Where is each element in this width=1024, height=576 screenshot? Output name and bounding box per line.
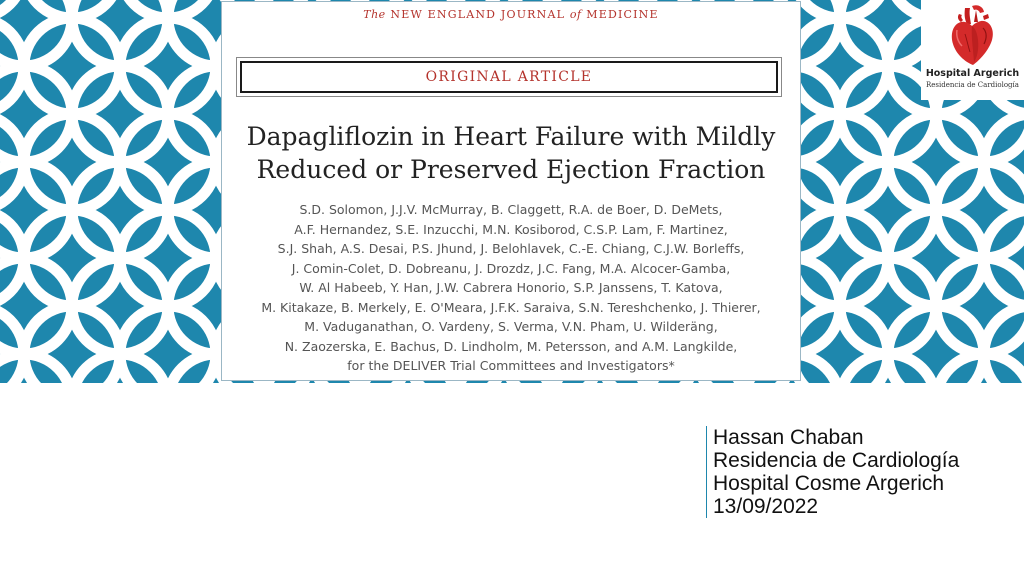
hospital-logo xyxy=(921,0,1024,100)
author-line: for the DELIVER Trial Committees and Investigators* xyxy=(347,358,675,373)
presentation-date: 13/09/2022 xyxy=(713,495,819,518)
author-line: W. Al Habeeb, Y. Han, J.W. Cabrera Honorio, S.P. Janssens, T. Katova, xyxy=(299,280,723,295)
logo-subtitle: Residencia de Cardiología xyxy=(926,81,1019,89)
author-line: M. Vaduganathan, O. Vardeny, S. Verma, V.N. Pham, U. Wilderäng, xyxy=(304,319,718,334)
article-type-label: ORIGINAL ARTICLE xyxy=(425,69,593,85)
presenter-residency: Residencia de Cardiología xyxy=(713,449,960,472)
author-line: S.J. Shah, A.S. Desai, P.S. Jhund, J. Belohlavek, C.-E. Chiang, C.J.W. Borleffs, xyxy=(277,241,745,256)
author-line: N. Zaozerska, E. Bachus, D. Lindholm, M. Petersson, and A.M. Langkilde, xyxy=(284,338,738,354)
author-line: J. Comin-Colet, D. Dobreanu, J. Drozdz, J.C. Fang, M.A. Alcocer-Gamba, xyxy=(291,260,731,276)
author-line: S.D. Solomon, J.J.V. McMurray, B. Claggett, R.A. de Boer, D. DeMets, xyxy=(299,202,723,217)
title-line: Dapagliflozin in Heart Failure with Mildly xyxy=(246,122,776,151)
title-line: Reduced or Preserved Ejection Fraction xyxy=(256,155,766,184)
presenter-hospital: Hospital Cosme Argerich xyxy=(713,472,945,495)
anatomical-heart-icon xyxy=(947,4,997,66)
logo-hospital-name: Hospital Argerich xyxy=(925,68,1020,79)
article-type-box xyxy=(236,57,782,97)
presenter-name: Hassan Chaban xyxy=(713,426,864,449)
author-line: M. Kitakaze, B. Merkely, E. O'Meara, J.F.K. Saraiva, S.N. Tereshchenko, J. Thierer, xyxy=(261,299,761,315)
article-title xyxy=(222,120,800,186)
author-line: A.F. Hernandez, S.E. Inzucchi, M.N. Kosiborod, C.S.P. Lam, F. Martinez, xyxy=(294,221,728,237)
journal-name: The NEW ENGLAND JOURNAL of MEDICINE xyxy=(363,8,659,21)
article-header-image xyxy=(222,2,800,380)
presenter-info xyxy=(706,426,959,518)
author-list xyxy=(226,200,796,376)
